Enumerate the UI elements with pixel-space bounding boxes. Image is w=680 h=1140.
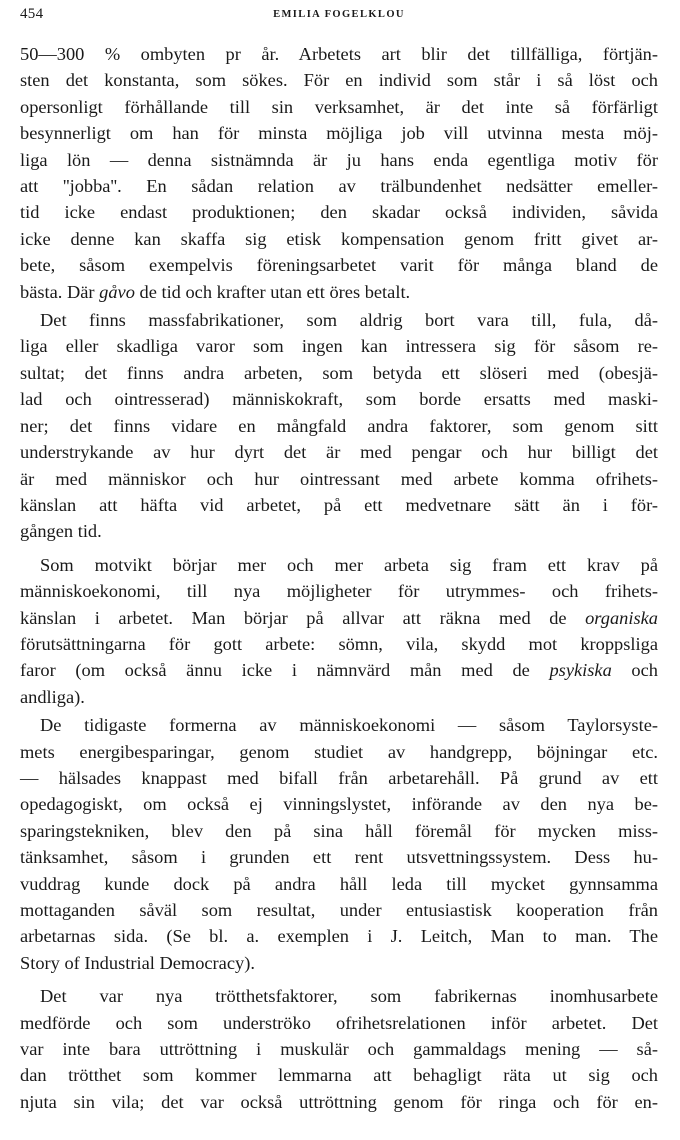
text-line: besynnerligt om han för minsta möjliga job vill utvinna mesta möj- — [20, 123, 658, 144]
text-line: — hälsades knappast med bifall från arbetarehåll. På grund av ett — [20, 767, 658, 788]
paragraph-1 — [20, 41, 658, 305]
text-line: faror (om också ännu icke i nämnvärd mån med de psykiska och — [20, 660, 658, 681]
text-line: dan trötthet som kommer lemmarna att behagligt räta ut sig och — [20, 1065, 658, 1086]
text-line: bete, såsom exempelvis föreningsarbetet varit för många bland de — [20, 255, 658, 276]
running-title: EMILIA FOGELKLOU — [273, 9, 405, 20]
text-line: Som motvikt börjar mer och mer arbeta sig fram ett krav på — [40, 554, 658, 575]
paragraph-5 — [20, 983, 658, 1115]
text-line: opedagogiskt, om också ej vinningslystet, införande av den nya be- — [20, 794, 658, 815]
text-line: 50—300 % ombyten pr år. Arbetets art blir det tillfälliga, förtjän- — [20, 44, 658, 64]
text-line: Det var nya trötthetsfaktorer, som fabrikernas inomhusarbete — [40, 986, 658, 1007]
text-line: opersonligt förhållande till sin verksamhet, är det inte så förfärligt — [20, 96, 658, 117]
text-line: bästa. Där gåvo de tid och krafter utan ett öres betalt. — [20, 281, 411, 302]
text-line: Story of Industrial Democracy). — [20, 952, 255, 973]
text-line: människoekonomi, till nya möjligheter för utrymmes- och frihets- — [20, 581, 658, 602]
body-text — [20, 41, 658, 1115]
running-header — [20, 0, 658, 30]
text-line: andliga). — [20, 686, 85, 707]
text-line: sparingstekniken, blev den på sina håll föremål för mycken miss- — [20, 820, 658, 841]
text-line: Det finns massfabrikationer, som aldrig bort vara till, fula, då- — [40, 310, 658, 331]
text-line: arbetarnas sida. (Se bl. a. exemplen i J. Leitch, Man to man. The — [20, 926, 658, 947]
book-page — [20, 0, 658, 1112]
text-line: lad och ointresserad) människokraft, som borde ersatts med maski- — [20, 389, 658, 410]
paragraph-2 — [20, 307, 658, 545]
text-line: tid icke endast produktionen; den skadar också individen, såvida — [20, 202, 658, 223]
page-number: 454 — [20, 6, 44, 22]
text-line: gången tid. — [20, 521, 102, 542]
text-line: tänksamhet, såsom i grunden ett rent utsvettningssystem. Dess hu- — [20, 847, 658, 868]
text-line: njuta sin vila; det var också uttröttning genom för ringa och för en- — [20, 1091, 658, 1112]
paragraph-4 — [20, 712, 658, 976]
text-line: förutsättningarna för gott arbete: sömn, vila, skydd mot kroppsliga — [20, 633, 658, 654]
text-line: liga lön — denna sistnämnda är ju hans enda egentliga motiv för — [20, 149, 658, 170]
text-line: icke denne kan skaffa sig etisk kompensation genom fritt givet ar- — [20, 228, 658, 249]
text-line: var inte bara uttröttning i muskulär och gammaldags mening — så- — [20, 1039, 658, 1060]
text-line: mets energibesparingar, genom studiet av handgrepp, böjningar etc. — [20, 741, 658, 762]
text-line: sten det konstanta, som sökes. För en individ som står i så löst och — [20, 70, 658, 91]
text-line: vuddrag kunde dock på andra håll leda till mycket gynnsamma — [20, 873, 658, 894]
text-line: medförde och som underströko ofrihetsrelationen inför arbetet. Det — [20, 1012, 658, 1033]
text-line: sultat; det finns andra arbeten, som betyda ett slöseri med (obesjä- — [20, 362, 658, 383]
paragraph-3 — [20, 552, 658, 710]
text-line: understrykande av hur dyrt det är med pengar och hur billigt det — [20, 442, 658, 463]
text-line: mottaganden såväl som resultat, under entusiastisk kooperation från — [20, 900, 658, 920]
text-line: känslan i arbetet. Man börjar på allvar att räkna med de organiska — [20, 607, 658, 628]
text-line: ner; det finns vidare en mångfald andra faktorer, som genom sitt — [20, 415, 658, 436]
text-line: att ''jobba''. En sådan relation av trälbundenhet nedsätter emeller- — [20, 176, 658, 197]
text-line: känslan att häfta vid arbetet, på ett medvetnare sätt än i för- — [20, 494, 658, 515]
text-line: liga eller skadliga varor som ingen kan intressera sig för såsom re- — [20, 336, 658, 357]
text-line: De tidigaste formerna av människoekonomi — såsom Taylorsyste- — [40, 715, 658, 736]
text-line: är med människor och hur ointressant med arbete komma ofrihets- — [20, 468, 658, 489]
